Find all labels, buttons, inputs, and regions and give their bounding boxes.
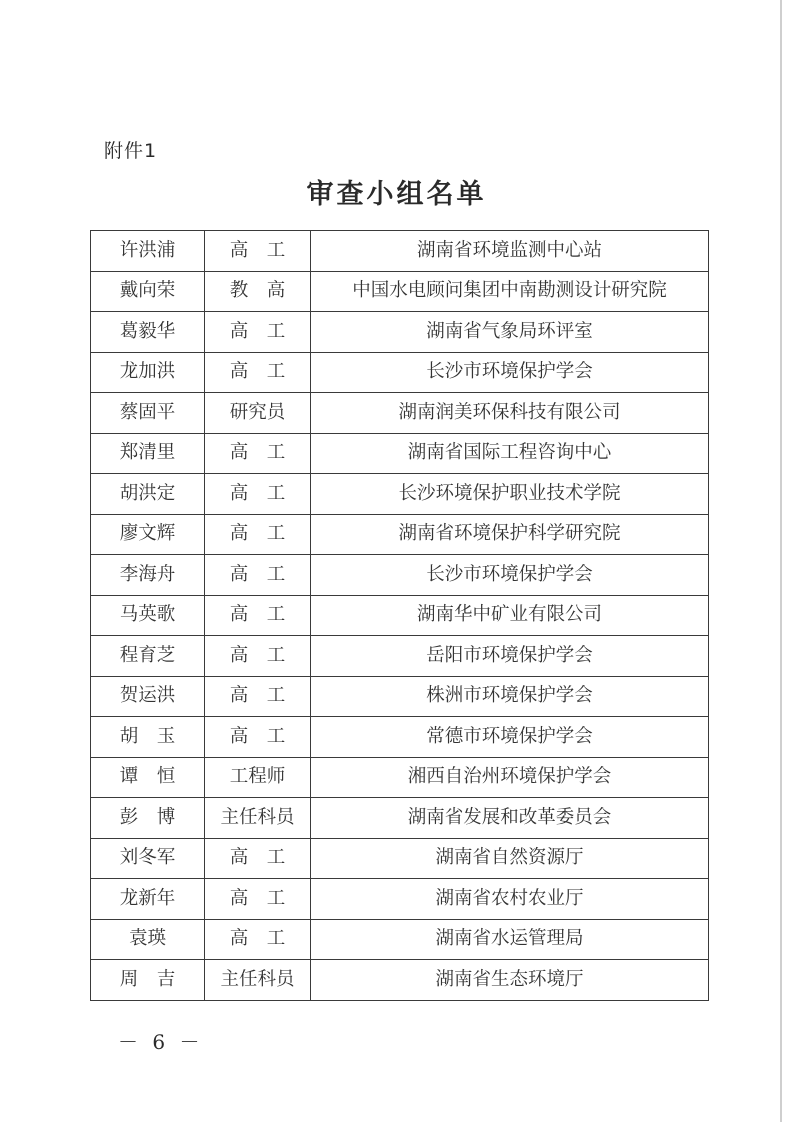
member-title: 研究员 bbox=[205, 393, 311, 434]
member-name: 葛毅华 bbox=[91, 312, 205, 353]
member-organization: 湖南润美环保科技有限公司 bbox=[311, 393, 709, 434]
member-title: 高 工 bbox=[205, 352, 311, 393]
member-name: 谭 恒 bbox=[91, 757, 205, 798]
member-organization: 岳阳市环境保护学会 bbox=[311, 636, 709, 677]
member-name: 廖文辉 bbox=[91, 514, 205, 555]
member-organization: 湖南省发展和改革委员会 bbox=[311, 798, 709, 839]
member-title: 主任科员 bbox=[205, 798, 311, 839]
member-organization: 中国水电顾问集团中南勘测设计研究院 bbox=[311, 271, 709, 312]
review-panel-table bbox=[90, 230, 709, 1001]
member-organization: 湖南华中矿业有限公司 bbox=[311, 595, 709, 636]
table-row bbox=[91, 636, 709, 677]
member-organization: 湖南省国际工程咨询中心 bbox=[311, 433, 709, 474]
member-title: 高 工 bbox=[205, 514, 311, 555]
table-row bbox=[91, 514, 709, 555]
member-organization: 株洲市环境保护学会 bbox=[311, 676, 709, 717]
page-title: 审查小组名单 bbox=[306, 179, 487, 210]
member-name: 袁瑛 bbox=[91, 919, 205, 960]
member-title: 高 工 bbox=[205, 231, 311, 272]
member-title: 主任科员 bbox=[205, 960, 311, 1001]
member-name: 程育芝 bbox=[91, 636, 205, 677]
member-title: 高 工 bbox=[205, 717, 311, 758]
member-name: 贺运洪 bbox=[91, 676, 205, 717]
table-row bbox=[91, 352, 709, 393]
member-title: 高 工 bbox=[205, 433, 311, 474]
table-row bbox=[91, 474, 709, 515]
member-title: 高 工 bbox=[205, 879, 311, 920]
table-row bbox=[91, 312, 709, 353]
member-name: 许洪浦 bbox=[91, 231, 205, 272]
table-row bbox=[91, 393, 709, 434]
table-row bbox=[91, 271, 709, 312]
member-title: 高 工 bbox=[205, 636, 311, 677]
member-organization: 湖南省气象局环评室 bbox=[311, 312, 709, 353]
member-name: 彭 博 bbox=[91, 798, 205, 839]
member-organization: 长沙市环境保护学会 bbox=[311, 555, 709, 596]
page-number: － 6 － bbox=[118, 1030, 204, 1054]
table-row bbox=[91, 555, 709, 596]
attachment-label: 附件1 bbox=[104, 140, 158, 162]
member-title: 高 工 bbox=[205, 838, 311, 879]
table-row bbox=[91, 960, 709, 1001]
member-organization: 湖南省水运管理局 bbox=[311, 919, 709, 960]
member-name: 胡 玉 bbox=[91, 717, 205, 758]
table-row bbox=[91, 757, 709, 798]
member-name: 刘冬军 bbox=[91, 838, 205, 879]
member-organization: 湖南省生态环境厅 bbox=[311, 960, 709, 1001]
table-row bbox=[91, 919, 709, 960]
member-name: 龙新年 bbox=[91, 879, 205, 920]
member-organization: 湖南省环境监测中心站 bbox=[311, 231, 709, 272]
table-row bbox=[91, 433, 709, 474]
member-name: 蔡固平 bbox=[91, 393, 205, 434]
table-row bbox=[91, 798, 709, 839]
table-row bbox=[91, 838, 709, 879]
member-title: 工程师 bbox=[205, 757, 311, 798]
member-title: 高 工 bbox=[205, 312, 311, 353]
table-row bbox=[91, 231, 709, 272]
member-organization: 湖南省农村农业厅 bbox=[311, 879, 709, 920]
member-title: 高 工 bbox=[205, 919, 311, 960]
member-title: 高 工 bbox=[205, 595, 311, 636]
table-row bbox=[91, 595, 709, 636]
member-title: 教 高 bbox=[205, 271, 311, 312]
table-row bbox=[91, 717, 709, 758]
member-name: 李海舟 bbox=[91, 555, 205, 596]
table-row bbox=[91, 879, 709, 920]
member-organization: 长沙市环境保护学会 bbox=[311, 352, 709, 393]
member-name: 周 吉 bbox=[91, 960, 205, 1001]
member-name: 戴向荣 bbox=[91, 271, 205, 312]
member-name: 龙加洪 bbox=[91, 352, 205, 393]
member-name: 胡洪定 bbox=[91, 474, 205, 515]
member-organization: 长沙环境保护职业技术学院 bbox=[311, 474, 709, 515]
member-organization: 湘西自治州环境保护学会 bbox=[311, 757, 709, 798]
table-row bbox=[91, 676, 709, 717]
member-organization: 湖南省自然资源厅 bbox=[311, 838, 709, 879]
member-title: 高 工 bbox=[205, 474, 311, 515]
member-title: 高 工 bbox=[205, 555, 311, 596]
member-name: 郑清里 bbox=[91, 433, 205, 474]
member-organization: 湖南省环境保护科学研究院 bbox=[311, 514, 709, 555]
member-title: 高 工 bbox=[205, 676, 311, 717]
member-organization: 常德市环境保护学会 bbox=[311, 717, 709, 758]
page-edge-line bbox=[780, 0, 782, 1122]
member-name: 马英歌 bbox=[91, 595, 205, 636]
